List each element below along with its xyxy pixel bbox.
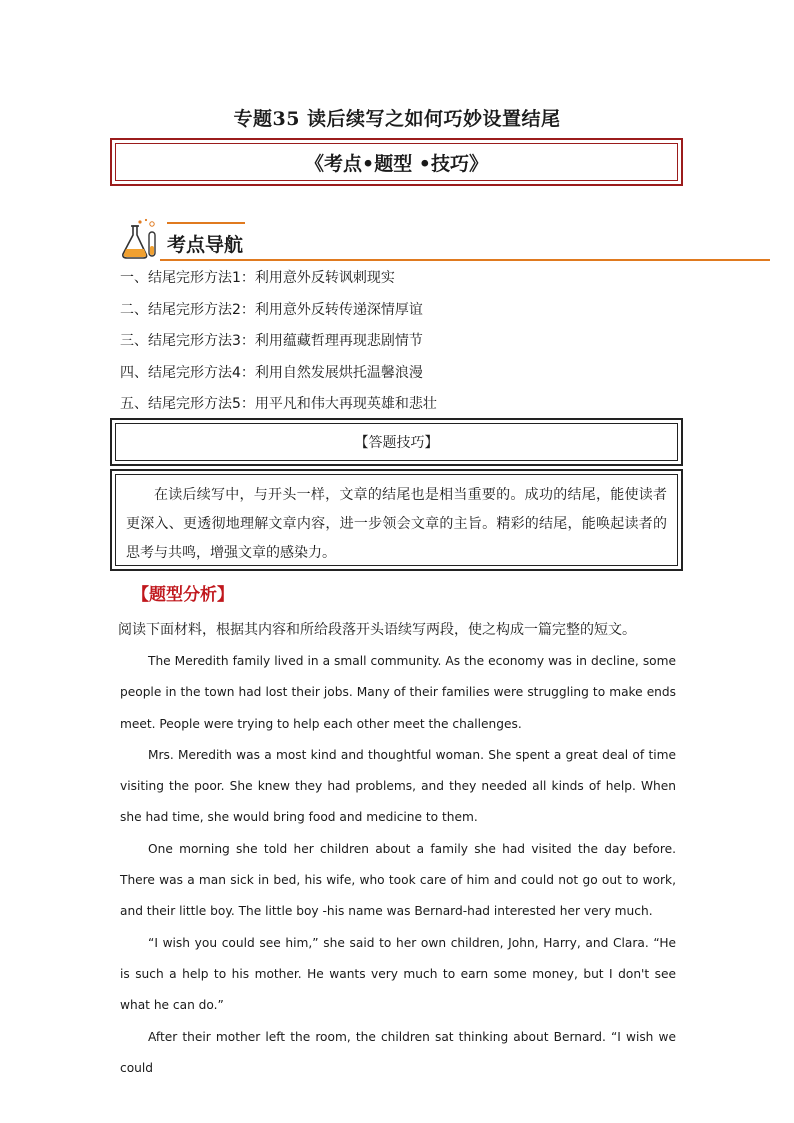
tips-heading: 【答题技巧】 <box>115 423 678 461</box>
navigation-item: 四、结尾完形方法4：利用自然发展烘托温馨浪漫 <box>120 364 423 381</box>
tips-body-text: 在读后续写中，与开头一样，文章的结尾也是相当重要的。成功的结尾，能使读者更深入、更透彻地理解文章内容，进一步领会文章的主旨。精彩的结尾，能唤起读者的思考与共鸣，增强文章的感染力。 <box>115 474 678 566</box>
lab-flask-icon <box>119 218 159 260</box>
passage-paragraph: The Meredith family lived in a small community. As the economy was in decline, some people in the town had lost their jobs. Many of their families were struggling to make ends meet. People were trying to help each other meet the challenges. <box>120 654 676 731</box>
passage-paragraph: Mrs. Meredith was a most kind and thoughtful woman. She spent a great deal of time visiting the poor. She knew they had problems, and they needed all kinds of help. When she had time, she would bring food and medicine to them. <box>120 747 676 825</box>
navigation-item: 五、结尾完形方法5：用平凡和伟大再现英雄和悲壮 <box>120 396 437 412</box>
banner-text: 《考点•题型 •技巧》 <box>115 143 678 181</box>
navigation-item: 三、结尾完形方法3：利用蕴藏哲理再现悲剧情节 <box>120 333 423 349</box>
analysis-heading: 【题型分析】 <box>132 585 234 605</box>
banner-box <box>110 138 683 186</box>
reading-passage <box>120 646 676 1084</box>
navigation-list <box>120 268 437 426</box>
tips-heading-box <box>110 418 683 466</box>
passage-paragraph: One morning she told her children about a family she had visited the day before. There was a man sick in bed, his wife, who took care of him and could not go out to work, and their little boy. The little boy -his name was Bernard-had interested her very much. <box>120 841 676 919</box>
document-title: 专题35 读后续写之如何巧妙设置结尾 <box>233 108 561 130</box>
navigation-heading: 考点导航 <box>167 234 244 256</box>
navigation-divider <box>160 259 770 261</box>
tips-body-box <box>110 469 683 571</box>
navigation-item: 一、结尾完形方法1：利用意外反转讽刺现实 <box>120 270 395 286</box>
passage-paragraph: “I wish you could see him,” she said to her own children, John, Harry, and Clara. “He is such a help to his mother. He wants very much to earn some money, but I don't see what he can do.” <box>120 935 676 1013</box>
navigation-item: 二、结尾完形方法2：利用意外反转传递深情厚谊 <box>120 301 423 318</box>
task-instruction: 阅读下面材料，根据其内容和所给段落开头语续写两段，使之构成一篇完整的短文。 <box>118 622 636 638</box>
heading-accent-line <box>167 222 245 224</box>
passage-paragraph: After their mother left the room, the children sat thinking about Bernard. “I wish we could <box>120 1029 676 1075</box>
